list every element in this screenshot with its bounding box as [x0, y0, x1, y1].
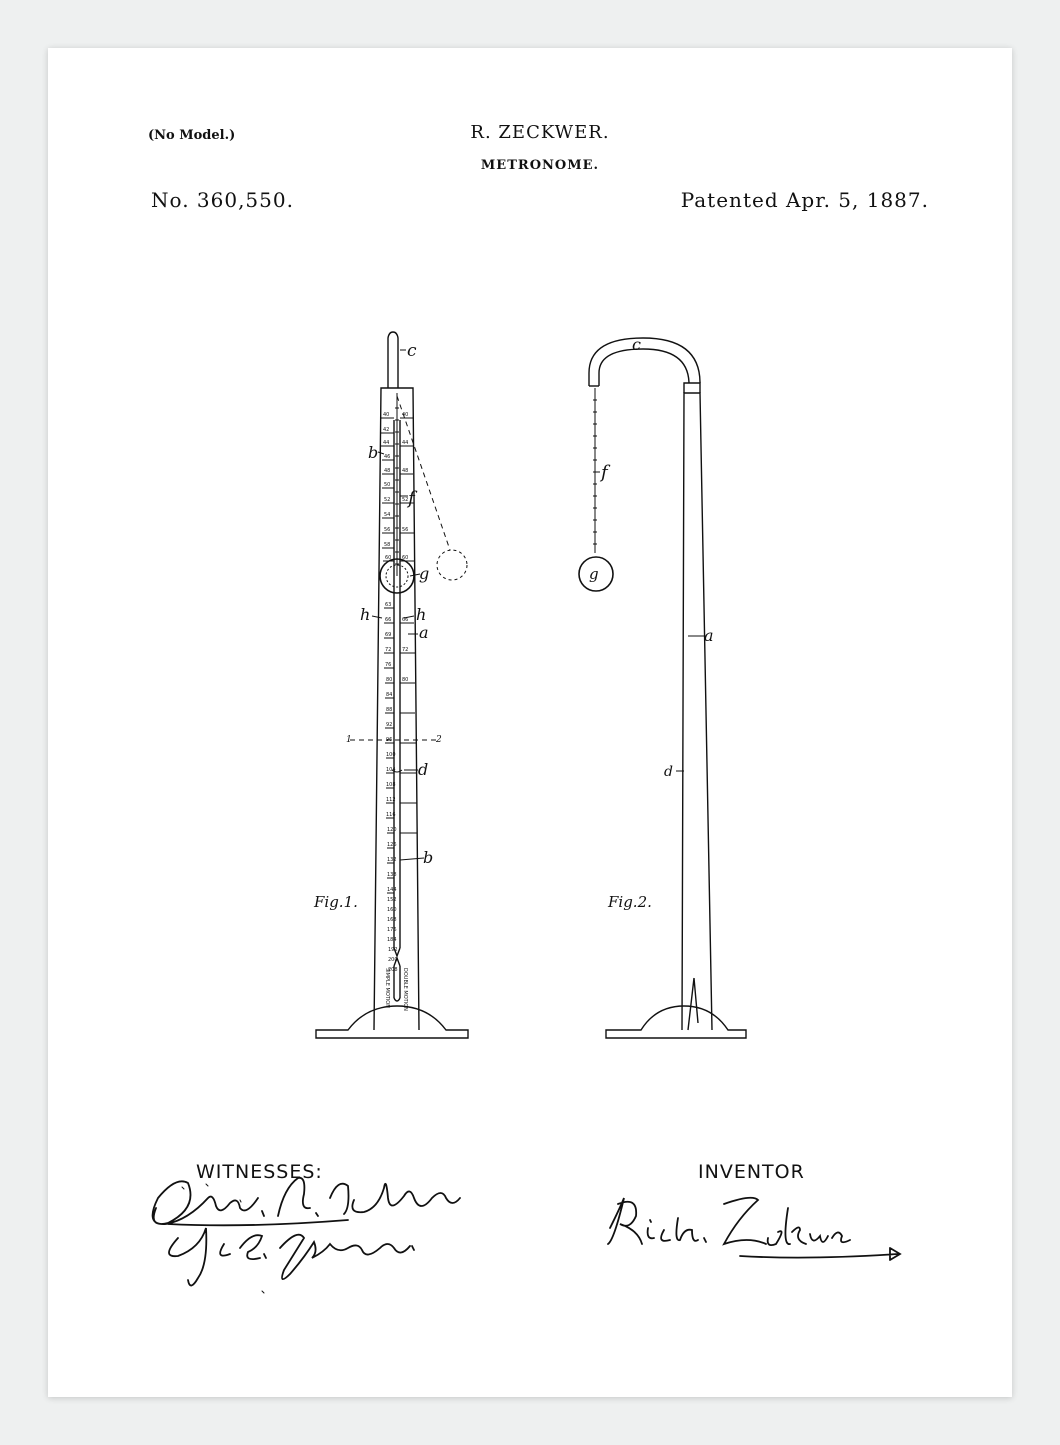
fig1-label-h-left: h — [360, 605, 371, 624]
svg-text:104: 104 — [386, 767, 396, 773]
fig1-label-b-upper: b — [368, 443, 379, 462]
fig1-label-b-lower: b — [423, 848, 434, 867]
svg-text:80: 80 — [386, 677, 393, 683]
svg-text:48: 48 — [402, 468, 409, 474]
svg-text:126: 126 — [387, 842, 397, 848]
witness-signature-1 — [153, 1178, 460, 1226]
fig2-caption: Fig.2. — [608, 893, 652, 911]
witness-signature-2 — [169, 1228, 414, 1286]
simple-motion-label: SIMPLE MOTION — [384, 968, 390, 1008]
svg-text:44: 44 — [383, 440, 390, 446]
svg-text:69: 69 — [385, 632, 392, 638]
inventor-heading: R. ZECKWER. — [470, 122, 610, 143]
fig1-label-f: f — [408, 488, 415, 509]
figure-2-metronome-side — [579, 335, 746, 1038]
double-motion-label: DOUBLE MOTION — [402, 968, 408, 1011]
fig2-stem — [682, 393, 712, 1030]
fig1-base — [316, 1006, 468, 1038]
svg-text:72: 72 — [402, 647, 409, 653]
inventor-label: INVENTOR — [698, 1161, 805, 1183]
svg-text:66: 66 — [385, 617, 392, 623]
fig1-label-g: g — [419, 564, 430, 583]
fig1-caption: Fig.1. — [314, 893, 358, 911]
svg-text:50: 50 — [384, 482, 391, 488]
svg-text:100: 100 — [386, 752, 396, 758]
invention-title: METRONOME. — [480, 158, 600, 173]
svg-text:200: 200 — [388, 957, 398, 963]
patent-drawing — [48, 48, 1012, 1397]
svg-text:192: 192 — [388, 947, 398, 953]
svg-text:96: 96 — [386, 737, 393, 743]
svg-text:88: 88 — [386, 707, 393, 713]
svg-text:54: 54 — [384, 512, 391, 518]
fig1-swing-position-bob — [437, 550, 467, 580]
svg-text:208: 208 — [388, 967, 398, 973]
svg-text:160: 160 — [387, 907, 397, 913]
svg-text:184: 184 — [387, 937, 397, 943]
svg-text:56: 56 — [384, 527, 391, 533]
svg-text:80: 80 — [402, 677, 409, 683]
svg-text:60: 60 — [385, 555, 392, 561]
svg-text:116: 116 — [386, 812, 396, 818]
svg-text:40: 40 — [383, 412, 390, 418]
witnesses-label: WITNESSES: — [196, 1161, 323, 1183]
svg-text:76: 76 — [385, 662, 392, 668]
svg-text:40: 40 — [402, 412, 409, 418]
patent-sheet — [48, 48, 1012, 1397]
fig2-label-c: c — [632, 335, 641, 354]
svg-text:176: 176 — [387, 927, 397, 933]
svg-text:56: 56 — [402, 527, 409, 533]
svg-text:144: 144 — [387, 887, 397, 893]
fig2-curved-arm — [589, 338, 700, 386]
no-model-note: (No Model.) — [148, 128, 236, 143]
fig1-top-cap — [388, 332, 398, 388]
fig1-scale-numbers — [383, 412, 408, 973]
fig2-label-d: d — [664, 764, 673, 780]
svg-text:138: 138 — [387, 872, 397, 878]
svg-text:84: 84 — [386, 692, 393, 698]
svg-text:66: 66 — [402, 617, 409, 623]
svg-text:92: 92 — [386, 722, 393, 728]
svg-text:120: 120 — [387, 827, 397, 833]
svg-text:108: 108 — [386, 782, 396, 788]
svg-text:132: 132 — [387, 857, 397, 863]
fig1-label-a: a — [419, 623, 429, 642]
svg-text:72: 72 — [385, 647, 392, 653]
svg-text:152: 152 — [387, 897, 397, 903]
figure-1-metronome-front — [313, 332, 468, 1038]
fig1-label-h-right: h — [416, 605, 427, 624]
fig2-label-f: f — [601, 462, 608, 483]
svg-text:63: 63 — [385, 602, 392, 608]
svg-text:58: 58 — [384, 542, 391, 548]
svg-text:42: 42 — [383, 427, 390, 433]
section-mark-2: 2 — [436, 735, 442, 745]
fig1-label-d: d — [418, 760, 429, 779]
svg-text:48: 48 — [384, 468, 391, 474]
svg-text:112: 112 — [386, 797, 396, 803]
inventor-signature — [608, 1198, 900, 1260]
patent-number: No. 360,550. — [151, 188, 294, 212]
fig2-label-g: g — [589, 565, 599, 583]
svg-text:46: 46 — [384, 454, 391, 460]
patent-date: Patented Apr. 5, 1887. — [680, 188, 929, 212]
section-mark-1: 1 — [346, 735, 352, 745]
witness-signatures — [153, 1178, 460, 1293]
svg-text:60: 60 — [402, 555, 409, 561]
fig2-label-a: a — [704, 626, 714, 645]
svg-text:52: 52 — [384, 497, 391, 503]
svg-text:168: 168 — [387, 917, 397, 923]
svg-text:44: 44 — [402, 440, 409, 446]
fig1-label-c: c — [407, 341, 417, 361]
svg-text:52: 52 — [402, 497, 409, 503]
fig2-base — [606, 1006, 746, 1038]
